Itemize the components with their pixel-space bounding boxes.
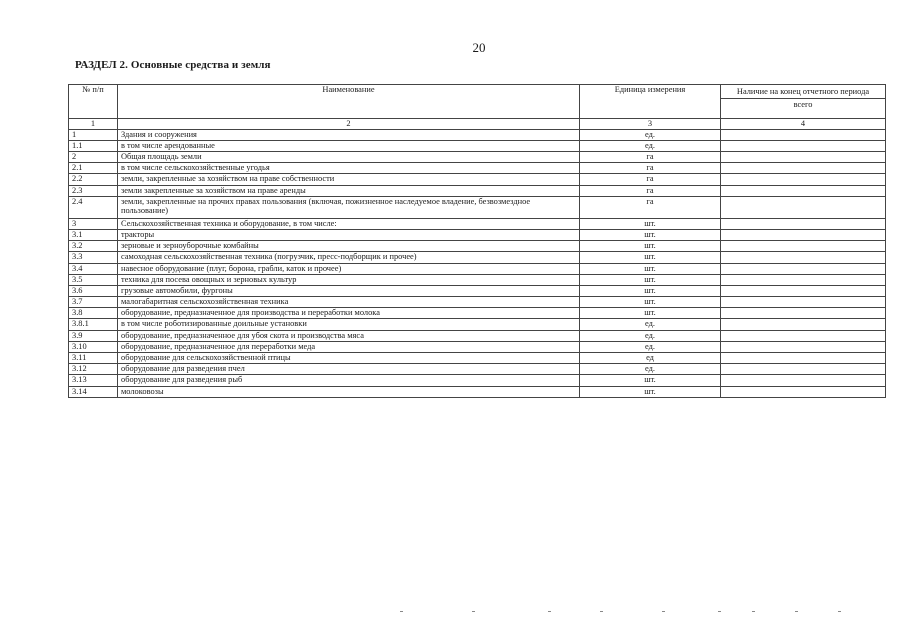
column-numbers-row xyxy=(69,119,886,130)
row-unit: ед. xyxy=(580,129,721,140)
column-number: 1 xyxy=(69,119,118,130)
row-name: Общая площадь земли xyxy=(118,152,580,163)
row-unit: ед. xyxy=(580,341,721,352)
row-number: 2 xyxy=(69,152,118,163)
row-value xyxy=(721,185,886,196)
row-value xyxy=(721,308,886,319)
row-value xyxy=(721,229,886,240)
table-row xyxy=(69,386,886,397)
table-header-row xyxy=(69,85,886,119)
row-number: 3.2 xyxy=(69,241,118,252)
table-row xyxy=(69,196,886,218)
header-availability-title: Наличие на конец отчетного периода xyxy=(721,87,885,99)
row-value xyxy=(721,386,886,397)
row-number: 1 xyxy=(69,129,118,140)
table-row xyxy=(69,375,886,386)
table-row xyxy=(69,218,886,229)
row-name: земли закрепленные за хозяйством на праве аренды xyxy=(118,185,580,196)
header-availability-total: всего xyxy=(793,99,813,109)
row-value xyxy=(721,152,886,163)
row-number: 3.12 xyxy=(69,364,118,375)
row-unit: шт. xyxy=(580,274,721,285)
table-row xyxy=(69,152,886,163)
table-row xyxy=(69,241,886,252)
row-value xyxy=(721,196,886,218)
row-name: в том числе роботизированные доильные установки xyxy=(118,319,580,330)
row-number: 3.7 xyxy=(69,297,118,308)
row-value xyxy=(721,263,886,274)
row-unit: ед. xyxy=(580,364,721,375)
table-row xyxy=(69,252,886,263)
row-value xyxy=(721,274,886,285)
row-unit: га xyxy=(580,196,721,218)
row-name: оборудование, предназначенное для убоя скота и производства мяса xyxy=(118,330,580,341)
row-unit: шт. xyxy=(580,285,721,296)
row-value xyxy=(721,140,886,151)
row-value xyxy=(721,297,886,308)
row-name: навесное оборудование (плуг, борона, грабли, каток и прочее) xyxy=(118,263,580,274)
table-row xyxy=(69,297,886,308)
table-row xyxy=(69,353,886,364)
row-number: 1.1 xyxy=(69,140,118,151)
row-value xyxy=(721,353,886,364)
row-number: 3.6 xyxy=(69,285,118,296)
row-value xyxy=(721,174,886,185)
row-number: 3.13 xyxy=(69,375,118,386)
header-name: Наименование xyxy=(118,85,580,119)
row-unit: га xyxy=(580,152,721,163)
row-name: оборудование, предназначенное для переработки меда xyxy=(118,341,580,352)
row-number: 3 xyxy=(69,218,118,229)
row-number: 2.2 xyxy=(69,174,118,185)
row-number: 3.14 xyxy=(69,386,118,397)
row-unit: га xyxy=(580,185,721,196)
row-value xyxy=(721,319,886,330)
table-row xyxy=(69,185,886,196)
table-row xyxy=(69,308,886,319)
row-unit: шт. xyxy=(580,308,721,319)
header-unit: Единица измерения xyxy=(580,85,721,119)
section-title: РАЗДЕЛ 2. Основные средства и земля xyxy=(75,59,271,71)
table-row xyxy=(69,174,886,185)
row-number: 3.10 xyxy=(69,341,118,352)
table-row xyxy=(69,274,886,285)
header-availability xyxy=(721,85,886,119)
row-value xyxy=(721,241,886,252)
row-number: 3.8.1 xyxy=(69,319,118,330)
row-name: в том числе сельскохозяйственные угодья xyxy=(118,163,580,174)
table-row xyxy=(69,330,886,341)
row-name: оборудование для разведения пчел xyxy=(118,364,580,375)
table-row xyxy=(69,229,886,240)
row-unit: шт. xyxy=(580,229,721,240)
row-name: малогабаритная сельскохозяйственная техника xyxy=(118,297,580,308)
row-number: 3.3 xyxy=(69,252,118,263)
table-row xyxy=(69,319,886,330)
row-name: оборудование для разведения рыб xyxy=(118,375,580,386)
row-unit: шт. xyxy=(580,218,721,229)
row-name: грузовые автомобили, фургоны xyxy=(118,285,580,296)
table-row xyxy=(69,263,886,274)
column-number: 2 xyxy=(118,119,580,130)
header-number: № п/п xyxy=(69,85,118,119)
column-number: 3 xyxy=(580,119,721,130)
row-number: 3.11 xyxy=(69,353,118,364)
row-name: техника для посева овощных и зерновых культур xyxy=(118,274,580,285)
page-number: 20 xyxy=(472,40,486,55)
row-name: земли, закрепленные за хозяйством на праве собственности xyxy=(118,174,580,185)
row-name: в том числе арендованные xyxy=(118,140,580,151)
row-number: 3.9 xyxy=(69,330,118,341)
row-value xyxy=(721,364,886,375)
row-unit: га xyxy=(580,174,721,185)
row-unit: шт. xyxy=(580,375,721,386)
row-name: молоковозы xyxy=(118,386,580,397)
row-unit: ед. xyxy=(580,140,721,151)
row-value xyxy=(721,330,886,341)
row-unit: ед xyxy=(580,353,721,364)
row-value xyxy=(721,252,886,263)
row-unit: га xyxy=(580,163,721,174)
row-name: зерновые и зерноуборочные комбайны xyxy=(118,241,580,252)
row-name: Здания и сооружения xyxy=(118,129,580,140)
table-row xyxy=(69,364,886,375)
row-value xyxy=(721,285,886,296)
row-number: 2.1 xyxy=(69,163,118,174)
assets-land-table xyxy=(68,84,886,398)
table-row xyxy=(69,163,886,174)
table-row xyxy=(69,140,886,151)
row-value xyxy=(721,163,886,174)
row-name: оборудование, предназначенное для производства и переработки молока xyxy=(118,308,580,319)
row-value xyxy=(721,218,886,229)
row-unit: ед. xyxy=(580,319,721,330)
row-number: 3.5 xyxy=(69,274,118,285)
row-value xyxy=(721,375,886,386)
row-unit: шт. xyxy=(580,297,721,308)
row-number: 3.8 xyxy=(69,308,118,319)
table-row xyxy=(69,129,886,140)
row-unit: шт. xyxy=(580,241,721,252)
row-name: Сельскохозяйственная техника и оборудование, в том числе: xyxy=(118,218,580,229)
row-unit: шт. xyxy=(580,263,721,274)
row-name: самоходная сельскохозяйственная техника (погрузчик, пресс-подборщик и прочее) xyxy=(118,252,580,263)
row-unit: ед. xyxy=(580,330,721,341)
row-value xyxy=(721,341,886,352)
row-unit: шт. xyxy=(580,252,721,263)
row-number: 2.3 xyxy=(69,185,118,196)
row-number: 3.4 xyxy=(69,263,118,274)
row-value xyxy=(721,129,886,140)
row-number: 2.4 xyxy=(69,196,118,218)
table-row xyxy=(69,285,886,296)
row-name: тракторы xyxy=(118,229,580,240)
row-unit: шт. xyxy=(580,386,721,397)
row-number: 3.1 xyxy=(69,229,118,240)
scan-artifacts xyxy=(400,611,870,613)
row-name: земли, закрепленные на прочих правах пользования (включая, пожизненное наследуемое владение, безвозмездное пользование) xyxy=(118,196,580,218)
table-row xyxy=(69,341,886,352)
column-number: 4 xyxy=(721,119,886,130)
row-name: оборудование для сельскохозяйственной птицы xyxy=(118,353,580,364)
